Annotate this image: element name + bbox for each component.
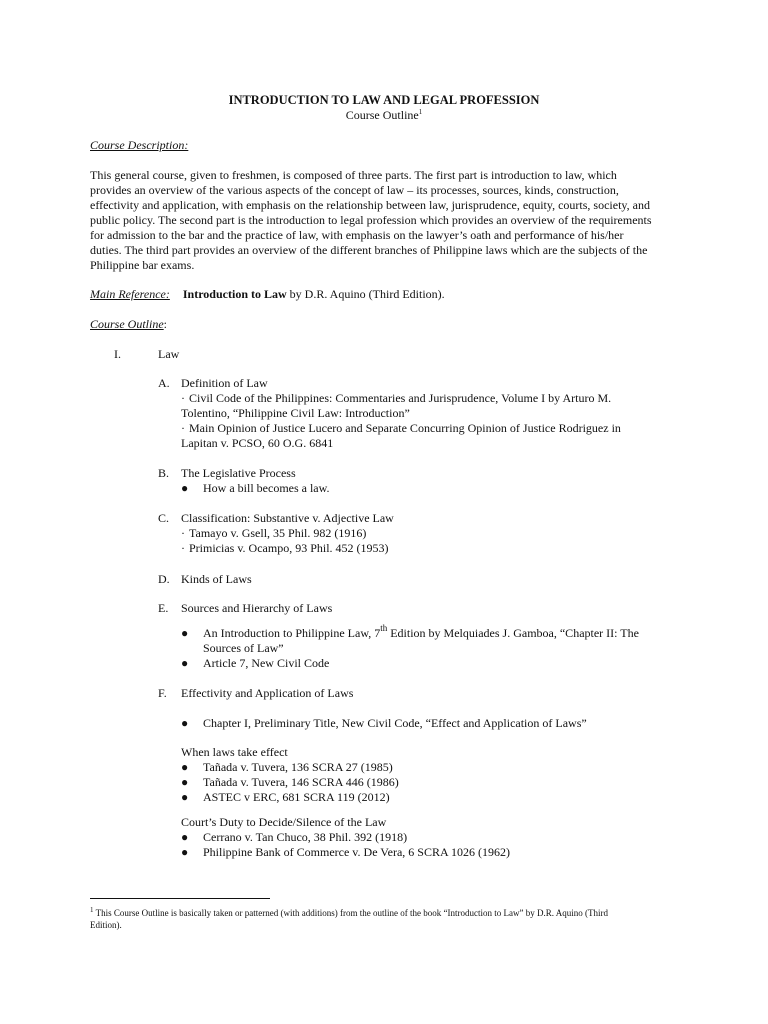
footnote-divider [90,898,270,899]
footnote-line-2: Edition). [90,920,122,930]
footnote-mark: 1 [90,906,94,914]
document-title: INTRODUCTION TO LAW AND LEGAL PROFESSION [228,93,540,107]
bullet: ● [181,760,189,774]
footnote-text: This Course Outline is basically taken or patterned (with additions) from the outline of the book “Introduction to Law” by D.R. Aquino (Third [93,908,608,918]
main-reference-author: by D.R. Aquino (Third Edition). [286,287,445,301]
outline-dot-item [181,391,611,406]
bullet: ● [181,845,189,859]
outline-letter: C. [158,511,170,525]
reference-text: Tolentino, “Philippine Civil Law: Introduction” [181,406,410,420]
bullet: ● [181,626,189,640]
main-reference [90,287,445,302]
case-citation: Cerrano v. Tan Chuco, 38 Phil. 392 (1918) [203,830,408,844]
bullet: ● [181,656,189,670]
outline-letter: D. [158,572,170,586]
outline-item-title: Effectivity and Application of Laws [181,686,354,700]
outline-letter: E. [158,601,169,615]
dot-bullet: · [181,526,185,540]
main-reference-book: Introduction to Law [182,287,287,301]
outline-letter: B. [158,466,170,480]
bullet: ● [181,830,189,844]
subtitle-text: Course Outline [345,108,419,122]
reference-text: Article 7, New Civil Code [203,656,330,670]
course-outline-heading [90,317,167,332]
course-description-line: Philippine bar exams. [90,258,195,272]
outline-item-title: Kinds of Laws [181,572,252,586]
outline-dot-item [181,526,366,541]
reference-text: Edition by Melquiades J. Gamboa, “Chapter II: The [387,626,639,640]
bullet: ● [181,716,189,730]
course-description-line: duties. The third part provides an overview of the different branches of Philippine laws which are the subjects of the [90,243,648,257]
outline-bullet-item [181,830,407,845]
case-citation: ASTEC v ERC, 681 SCRA 119 (2012) [203,790,390,804]
dot-bullet: · [181,391,185,405]
footnote-ref: 1 [418,108,423,116]
reference-text: Civil Code of the Philippines: Commentaries and Jurisprudence, Volume I by Arturo M. [189,391,612,405]
outline-section-title: Law [158,347,180,361]
dot-bullet: · [181,421,185,435]
outline-bullet-item [181,623,639,641]
outline-letter: F. [158,686,167,700]
bullet: ● [181,481,189,495]
case-citation: Philippine Bank of Commerce v. De Vera, 6 SCRA 1026 (1962) [203,845,510,859]
subsection-title: Court’s Duty to Decide/Silence of the Law [181,815,387,829]
reference-text: Main Opinion of Justice Lucero and Separate Concurring Opinion of Justice Rodriguez in [189,421,621,435]
course-description-line: This general course, given to freshmen, is composed of three parts. The first part is introduction to law, which [90,168,617,182]
outline-bullet-item [181,716,587,731]
course-description-heading: Course Description: [90,138,189,152]
document-subtitle [0,108,768,123]
outline-dot-item [181,541,389,556]
reference-text: Primicias v. Ocampo, 93 Phil. 452 (1953) [189,541,389,555]
course-description-line: effectivity and application, with emphasis on the relationship between law, jurisprudence, equity, courts, society, and [90,198,650,212]
outline-bullet-item [181,481,330,496]
outline-bullet-item [181,790,390,805]
reference-text: Tamayo v. Gsell, 35 Phil. 982 (1916) [189,526,367,540]
outline-dot-item [181,421,621,436]
reference-text: Chapter I, Preliminary Title, New Civil Code, “Effect and Application of Laws” [203,716,587,730]
bullet: ● [181,790,189,804]
outline-item-title: Sources and Hierarchy of Laws [181,601,333,615]
course-description-line: provides an overview of the various aspects of the concept of law – its processes, sources, kinds, construction, [90,183,619,197]
outline-bullet-item [181,656,329,671]
outline-item-title: Definition of Law [181,376,268,390]
outline-item-title: The Legislative Process [181,466,296,480]
outline-bullet-item [181,775,399,790]
case-citation: Tañada v. Tuvera, 146 SCRA 446 (1986) [203,775,399,789]
course-description-line: for admission to the bar and the practice of law, with emphasis on the lawyer’s oath and performance of his/her [90,228,624,242]
outline-bullet-item [181,845,510,860]
course-outline-colon: : [163,317,168,331]
footnote [90,907,680,931]
subsection-title: When laws take effect [181,745,288,759]
reference-text: How a bill becomes a law. [203,481,330,495]
course-description-line: public policy. The second part is the introduction to legal profession which provides an overview of the requirements [90,213,652,227]
case-citation: Tañada v. Tuvera, 136 SCRA 27 (1985) [203,760,393,774]
ordinal-suffix: th [380,623,388,633]
outline-item-title: Classification: Substantive v. Adjective Law [181,511,394,525]
dot-bullet: · [181,541,185,555]
bullet: ● [181,775,189,789]
reference-text: An Introduction to Philippine Law, 7 [203,626,381,640]
reference-text: Sources of Law” [203,641,284,655]
reference-text: Lapitan v. PCSO, 60 O.G. 6841 [181,436,334,450]
course-outline-label: Course Outline [90,317,164,331]
outline-numeral: I. [114,347,121,361]
main-reference-label: Main Reference: [90,287,170,301]
footnote-line [90,908,608,918]
outline-bullet-item [181,760,393,775]
outline-letter: A. [158,376,170,390]
